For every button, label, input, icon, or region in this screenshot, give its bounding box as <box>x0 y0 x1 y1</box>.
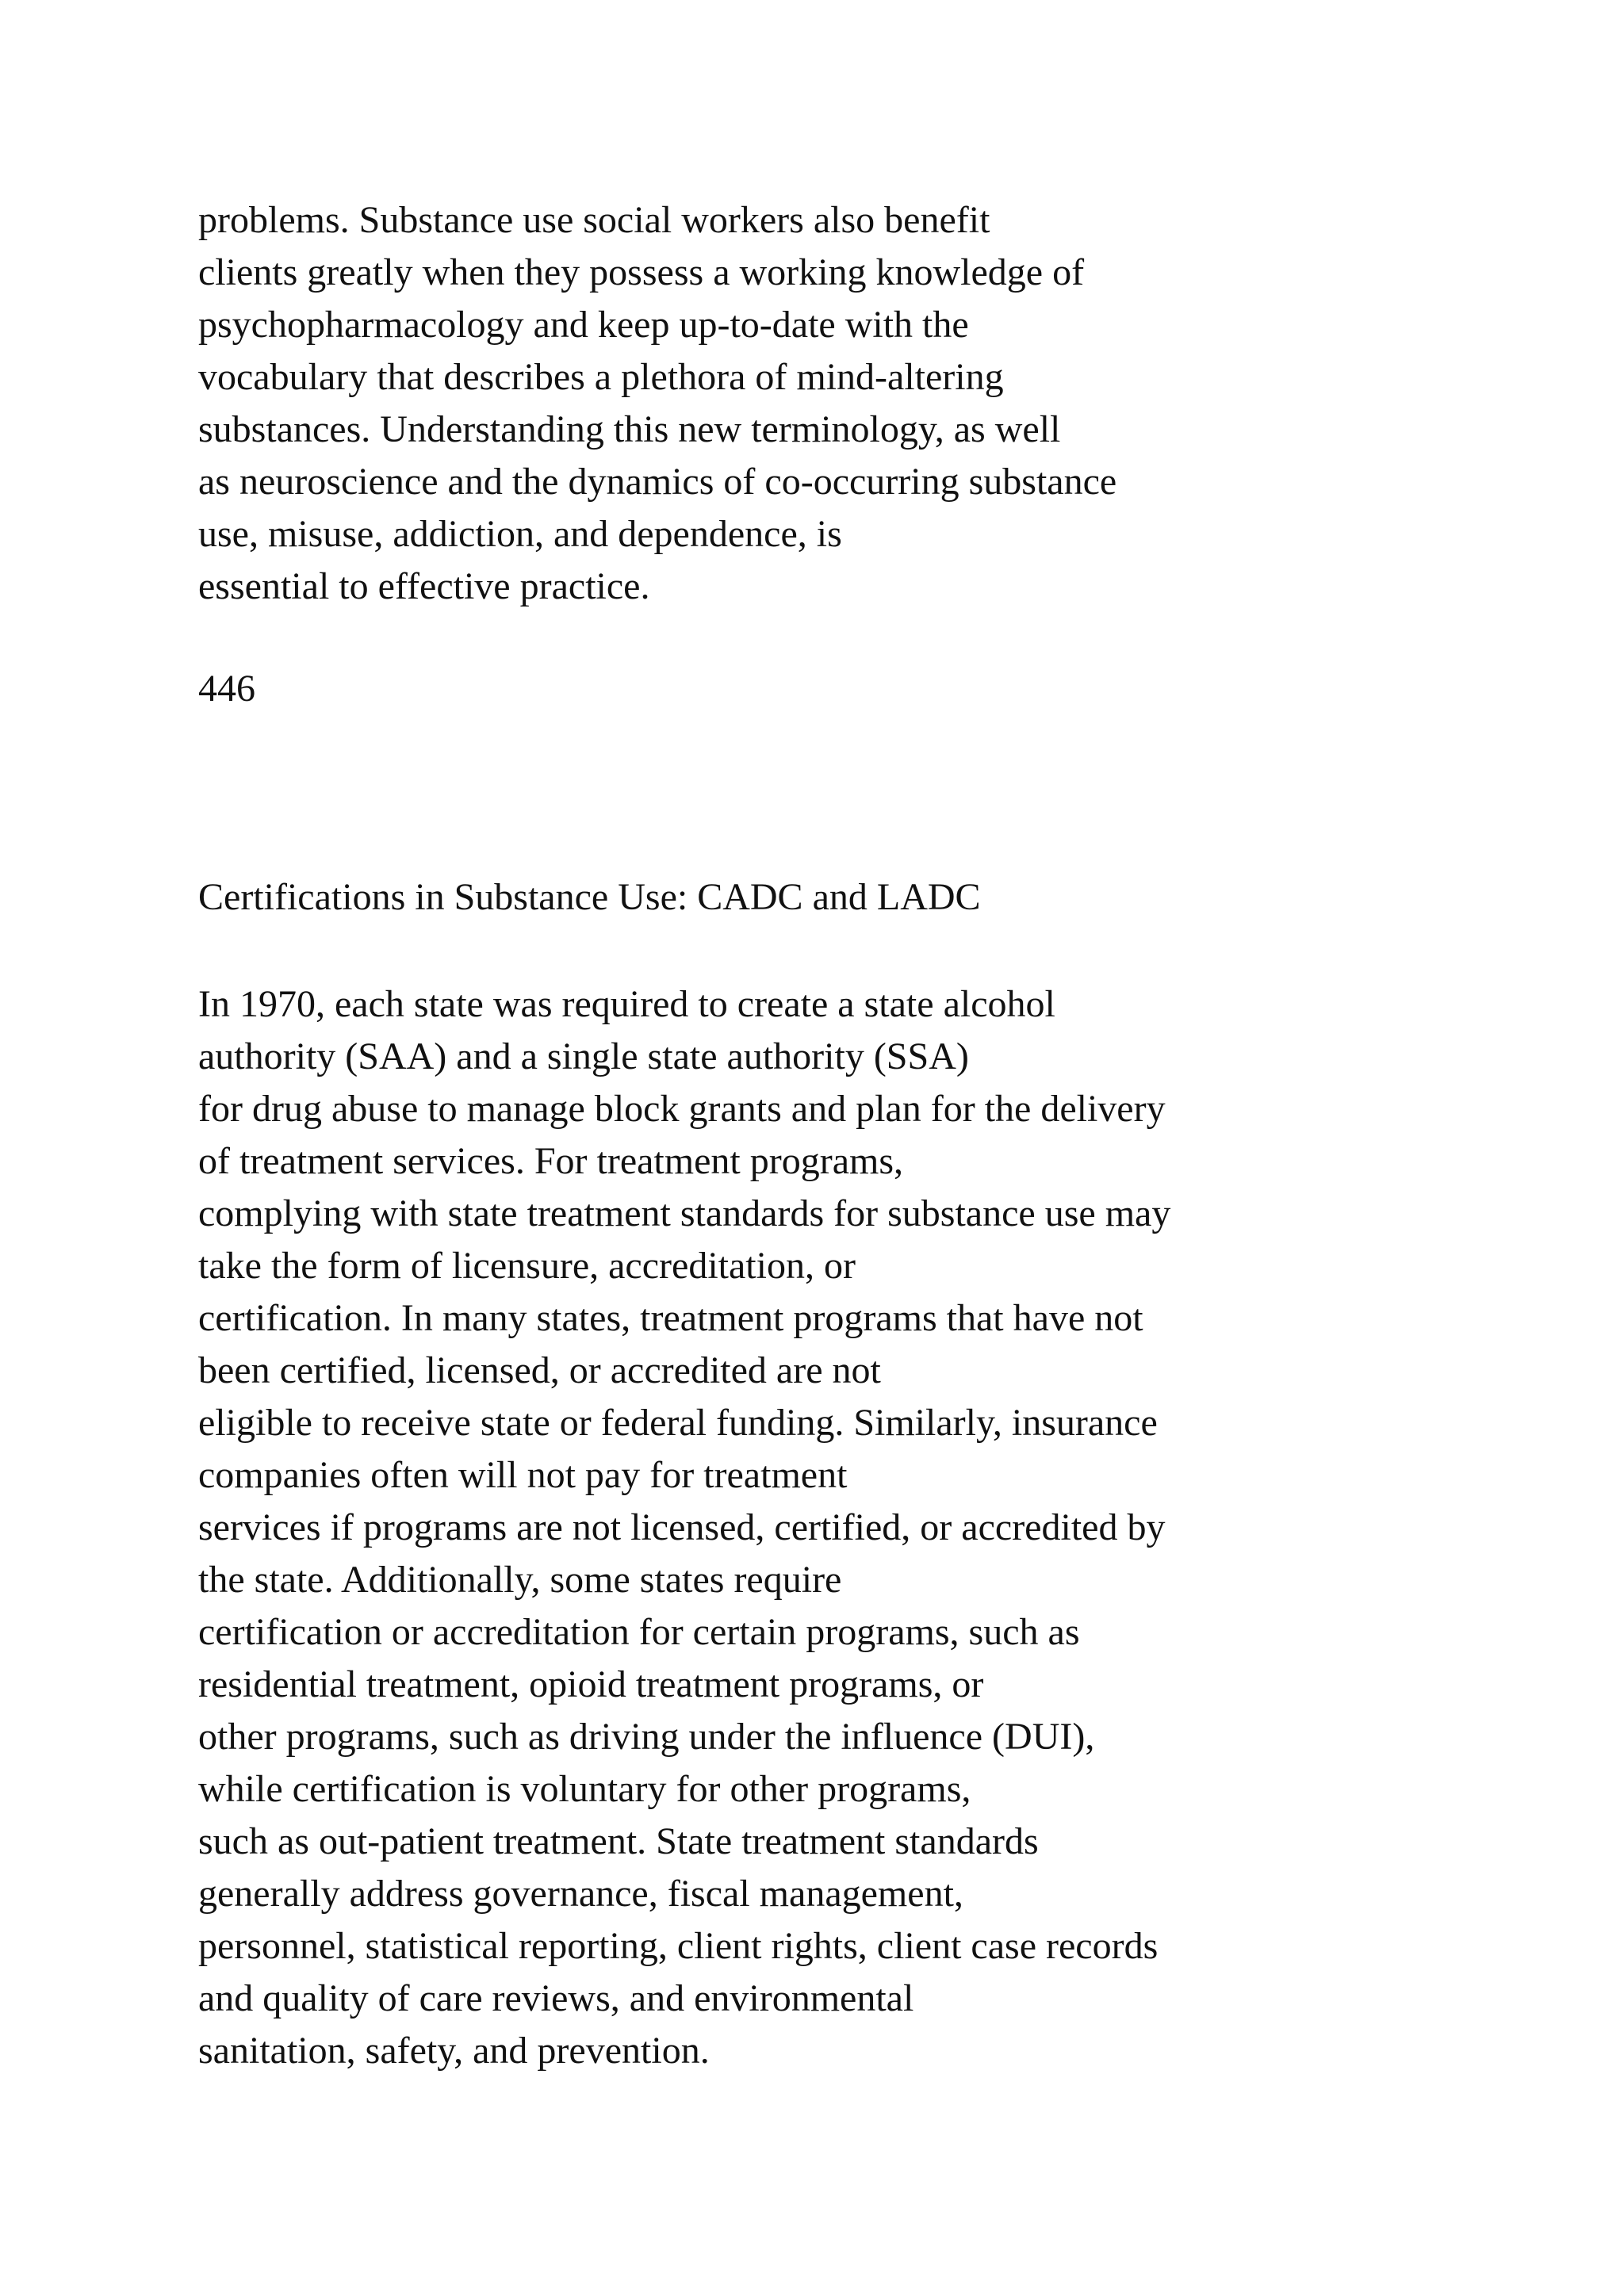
paragraph-line: authority (SAA) and a single state authority (SSA) <box>198 1035 969 1077</box>
paragraph-line: and quality of care reviews, and environmental <box>198 1977 914 2019</box>
paragraph-line: personnel, statistical reporting, client rights, client case records <box>198 1925 1159 1967</box>
paragraph-line: psychopharmacology and keep up-to-date with the <box>198 304 969 346</box>
paragraph-line: sanitation, safety, and prevention. <box>198 2030 710 2072</box>
section-heading: Certifications in Substance Use: CADC and LADC <box>198 876 981 918</box>
paragraph-line: of treatment services. For treatment programs, <box>198 1140 904 1182</box>
paragraph-line: been certified, licensed, or accredited are not <box>198 1349 881 1391</box>
paragraph-line: problems. Substance use social workers also benefit <box>198 199 990 241</box>
section-heading-block <box>198 871 981 924</box>
paragraph-line: essential to effective practice. <box>198 565 650 607</box>
paragraph-line: eligible to receive state or federal funding. Similarly, insurance <box>198 1402 1158 1444</box>
paragraph-line: certification or accreditation for certain programs, such as <box>198 1611 1080 1653</box>
paragraph-line: companies often will not pay for treatment <box>198 1454 848 1496</box>
page-number: 446 <box>198 668 255 710</box>
paragraph-line: clients greatly when they possess a working knowledge of <box>198 251 1085 293</box>
paragraph-line: use, misuse, addiction, and dependence, is <box>198 513 842 555</box>
paragraph-line: certification. In many states, treatment programs that have not <box>198 1297 1143 1339</box>
paragraph-line: for drug abuse to manage block grants and plan for the delivery <box>198 1088 1166 1130</box>
paragraph-certifications <box>198 978 1170 2077</box>
paragraph-line: generally address governance, fiscal management, <box>198 1873 963 1915</box>
paragraph-line: such as out-patient treatment. State treatment standards <box>198 1820 1039 1862</box>
paragraph-line: substances. Understanding this new terminology, as well <box>198 408 1061 450</box>
paragraph-line: In 1970, each state was required to create a state alcohol <box>198 983 1055 1025</box>
paragraph-line: while certification is voluntary for other programs, <box>198 1768 971 1810</box>
paragraph-line: complying with state treatment standards for substance use may <box>198 1192 1171 1234</box>
paragraph-line: residential treatment, opioid treatment programs, or <box>198 1663 984 1705</box>
paragraph-line: as neuroscience and the dynamics of co-occurring substance <box>198 461 1117 503</box>
paragraph-line: services if programs are not licensed, certified, or accredited by <box>198 1506 1166 1548</box>
page-number-block <box>198 663 255 715</box>
paragraph-line: other programs, such as driving under the influence (DUI), <box>198 1716 1095 1758</box>
paragraph-line: take the form of licensure, accreditation, or <box>198 1245 856 1287</box>
paragraph-line: the state. Additionally, some states require <box>198 1559 842 1601</box>
paragraph-line: vocabulary that describes a plethora of mind-altering <box>198 356 1004 398</box>
paragraph-intro <box>198 194 1116 613</box>
